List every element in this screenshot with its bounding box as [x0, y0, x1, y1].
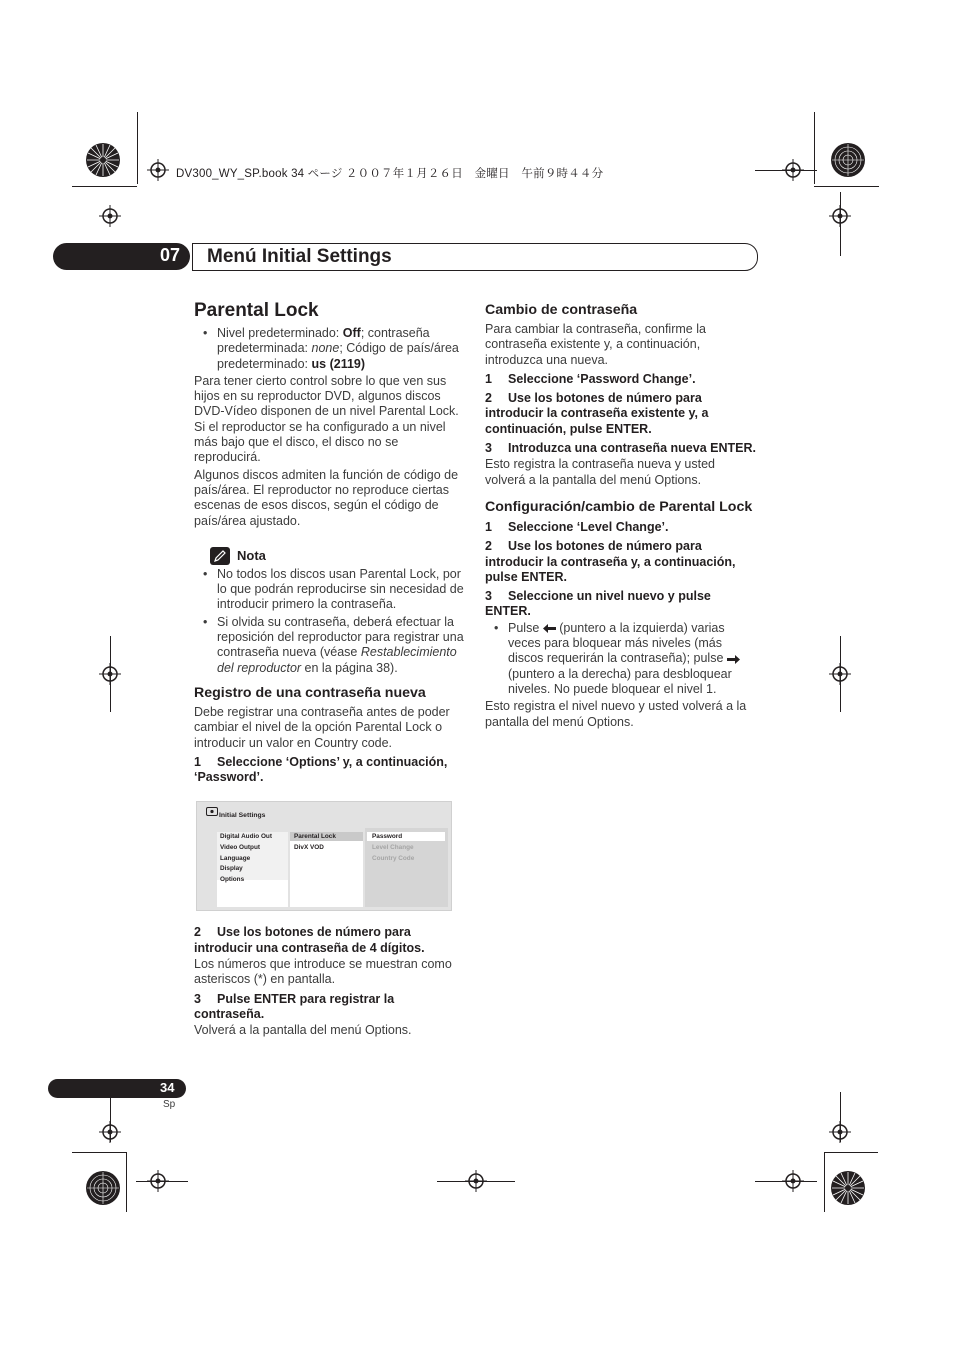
crosshair-icon [99, 1121, 121, 1143]
paragraph: Algunos discos admiten la función de código de país/área. El reproductor no reproduce ciertas escenas de esos discos, según el código de país/área ajustado. [194, 467, 459, 528]
page-number: 34 [160, 1080, 175, 1095]
step: 2 Use los botones de número para introducir la contraseña existente y, a continuación, pulse ENTER. [485, 391, 709, 436]
crosshair-icon [99, 663, 121, 685]
registration-starburst-icon [85, 142, 121, 178]
crosshair-icon [829, 205, 851, 227]
step: 1 Seleccione ‘Level Change’. [485, 519, 669, 534]
step: 1 Seleccione ‘Password Change’. [485, 371, 696, 386]
option-item: Country Code [372, 855, 415, 863]
menu-item: Video Output [220, 844, 260, 852]
default-settings-bullet: • Nivel predeterminado: Off; contraseña predeterminada: none; Código de país/área predeterminado: us (2119) [194, 326, 466, 372]
right-column [485, 301, 757, 732]
initial-settings-screenshot [196, 801, 452, 911]
step: 2 Use los botones de número para introducir una contraseña de 4 dígitos. [194, 925, 425, 955]
pencil-icon [210, 547, 230, 565]
arrow-left-icon [543, 624, 556, 633]
registration-starburst-icon [830, 1170, 866, 1206]
step: 2 Use los botones de número para introducir la contraseña y, a continuación, pulse ENTER. [485, 539, 736, 584]
chapter-number: 07 [160, 245, 181, 265]
option-item: Password [372, 833, 403, 841]
subsection-heading: Cambio de contraseña [485, 302, 638, 318]
paragraph: Para cambiar la contraseña, confirme la contraseña existente y, a continuación, introduzca una nueva. [485, 322, 706, 367]
option-item: Level Change [372, 844, 414, 852]
submenu-item: DivX VOD [294, 844, 324, 852]
crosshair-icon [829, 663, 851, 685]
note-label: Nota [237, 548, 266, 564]
paragraph: Debe registrar una contraseña antes de poder cambiar el nivel de la opción Parental Lock o introducir un valor en Country code. [194, 704, 450, 750]
settings-icon [206, 807, 218, 816]
paragraph: Los números que introduce se muestran como asteriscos (*) en pantalla. [194, 957, 452, 987]
registration-starburst-icon [85, 1170, 121, 1206]
section-heading: Parental Lock [194, 300, 319, 321]
paragraph: Para tener cierto control sobre lo que ven sus hijos en su reproductor DVD, algunos discos DVD-Vídeo disponen de un nivel Parental Lock. Si el reproductor se ha configurado a un nivel más bajo que el disco, el disco no se reproducirá. [194, 373, 459, 465]
registration-starburst-icon [830, 142, 866, 178]
menu-item: Display [220, 865, 243, 873]
crosshair-icon [147, 159, 169, 181]
arrow-right-icon [727, 655, 740, 664]
screen-title: Initial Settings [219, 812, 266, 820]
paragraph: Esto registra el nivel nuevo y usted volverá a la pantalla del menú Options. [485, 699, 747, 729]
subsection-heading: Configuración/cambio de Parental Lock [485, 498, 753, 515]
step: 3 Seleccione un nivel nuevo y pulse ENTER. [485, 589, 711, 619]
note-item: • No todos los discos usan Parental Lock, por lo que podrán reproducirse sin necesidad de introducir primero la contraseña. [194, 567, 466, 613]
step: 1 Seleccione ‘Options’ y, a continuación, ‘Password’. [194, 754, 448, 785]
crosshair-icon [829, 1121, 851, 1143]
paragraph: Volverá a la pantalla del menú Options. [194, 1023, 412, 1038]
note-header [210, 547, 466, 565]
paragraph: Esto registra la contraseña nueva y usted volverá a la pantalla del menú Options. [485, 457, 715, 487]
print-header: DV300_WY_SP.book 34 ページ ２００７年１月２６日 金曜日 午前９時４４分 [176, 168, 604, 180]
chapter-title: Menú Initial Settings [207, 246, 392, 267]
step: 3 Introduzca una contraseña nueva ENTER. [485, 441, 756, 456]
menu-item: Language [220, 855, 251, 863]
level-bullet: • Pulse (puntero a la izquierda) varias veces para bloquear más niveles (más discos requerirán la contraseña); pulse (puntero a la derecha) para desbloquear niveles. No puede bloquear el nivel 1. [485, 621, 757, 697]
step: 3 Pulse ENTER para registrar la contraseña. [194, 991, 395, 1021]
menu-item: Options [220, 876, 245, 884]
note-item: • Si olvida su contraseña, deberá efectuar la reposición del reproductor para registrar una contraseña nueva (véase Restablecimiento del reproductor en la página 38). [194, 615, 466, 676]
menu-item: Digital Audio Out [220, 833, 272, 841]
left-column [194, 300, 466, 1041]
page-language: Sp [163, 1099, 176, 1110]
submenu-item: Parental Lock [294, 833, 336, 841]
crosshair-icon [99, 205, 121, 227]
subsection-heading: Registro de una contraseña nueva [194, 684, 426, 701]
